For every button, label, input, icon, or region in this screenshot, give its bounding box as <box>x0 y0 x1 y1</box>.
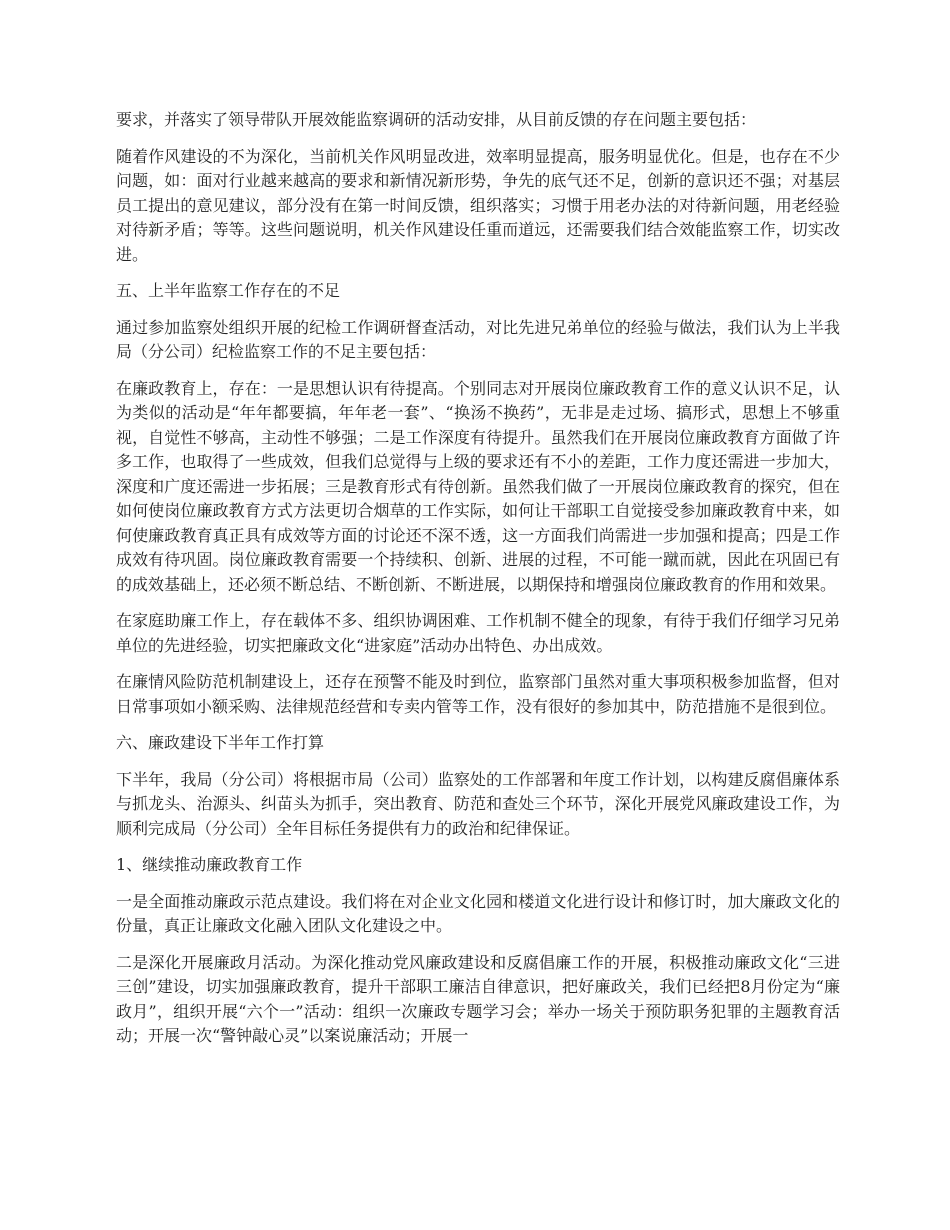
paragraph-work-style: 随着作风建设的不为深化，当前机关作风明显改进，效率明显提高，服务明显优化。但是，也存在不少问题，如：面对行业越来越高的要求和新情况新形势，争先的底气还不足，创新的意识还不强；对基层员工提出的意见建议，部分没有在第一时间反馈，组织落实；习惯于用老办法的对待新问题，用老经验对待新矛盾；等等。这些问题说明，机关作风建设任重而道远，还需要我们结合效能监察工作，切实改进。 <box>116 146 840 264</box>
document-page <box>116 108 840 1061</box>
paragraph-integrity-month: 二是深化开展廉政月活动。为深化推动党风廉政建设和反腐倡廉工作的开展，积极推动廉政文化“三进三创”建设，切实加强廉政教育，提升干部职工廉洁自律意识，把好廉政关，我们已经把8月份定为“廉政月”，组织开展“六个一”活动：组织一次廉政专题学习会；举办一场关于预防职务犯罪的主题教育活动；开展一次“警钟敲心灵”以案说廉活动；开展一 <box>116 952 840 1045</box>
paragraph-risk-prevention: 在廉情风险防范机制建设上，还存在预警不能及时到位，监察部门虽然对重大事项积极参加监督，但对日常事项如小额采购、法律规范经营和专卖内管等工作，没有很好的参加其中，防范措施不是很到位。 <box>116 672 840 716</box>
section-heading-six: 六、廉政建设下半年工作打算 <box>116 733 325 752</box>
paragraph-demonstration-site: 一是全面推动廉政示范点建设。我们将在对企业文化园和楼道文化进行设计和修订时，加大廉政文化的份量，真正让廉政文化融入团队文化建设之中。 <box>116 891 840 935</box>
paragraph-second-half-plan: 下半年，我局（分公司）将根据市局（公司）监察处的工作部署和年度工作计划，以构建反腐倡廉体系与抓龙头、治源头、纠苗头为抓手，突出教育、防范和查处三个环节，深化开展党风廉政建设工作，为顺利完成局（分公司）全年目标任务提供有力的政治和纪律保证。 <box>116 769 840 838</box>
paragraph-survey-intro: 通过参加监察处组织开展的纪检工作调研督查活动，对比先进兄弟单位的经验与做法，我们认为上半我局（分公司）纪检监察工作的不足主要包括： <box>116 317 840 361</box>
paragraph-integrity-education: 在廉政教育上，存在：一是思想认识有待提高。个别同志对开展岗位廉政教育工作的意义认识不足，认为类似的活动是“年年都要搞，年年老一套”、“换汤不换药”，无非是走过场、搞形式，思想上不够重视，自觉性不够高，主动性不够强；二是工作深度有待提升。虽然我们在开展岗位廉政教育方面做了许多工作，也取得了一些成效，但我们总觉得与上级的要求还有不小的差距，工作力度还需进一步加大，深度和广度还需进一步拓展；三是教育形式有待创新。虽然我们做了一开展岗位廉政教育的探究，但在如何使岗位廉政教育方式方法更切合烟草的工作实际，如何让干部职工自觉接受参加廉政教育中来，如何使廉政教育真正具有成效等方面的讨论还不深不透，这一方面我们尚需进一步加强和提高；四是工作成效有待巩固。岗位廉政教育需要一个持续积、创新、进展的过程，不可能一蹴而就，因此在巩固已有的成效基础上，还必须不断总结、不断创新、不断进展，以期保持和增强岗位廉政教育的作用和效果。 <box>116 378 840 594</box>
section-heading-five: 五、上半年监察工作存在的不足 <box>116 281 341 300</box>
paragraph-family-integrity: 在家庭助廉工作上，存在载体不多、组织协调困难、工作机制不健全的现象，有待于我们仔细学习兄弟单位的先进经验，切实把廉政文化“进家庭”活动办出特色、办出成效。 <box>116 611 840 655</box>
subsection-heading-one: 1、继续推动廉政教育工作 <box>116 855 303 874</box>
paragraph-continuation: 要求，并落实了领导带队开展效能监察调研的活动安排，从目前反馈的存在问题主要包括： <box>116 110 757 129</box>
